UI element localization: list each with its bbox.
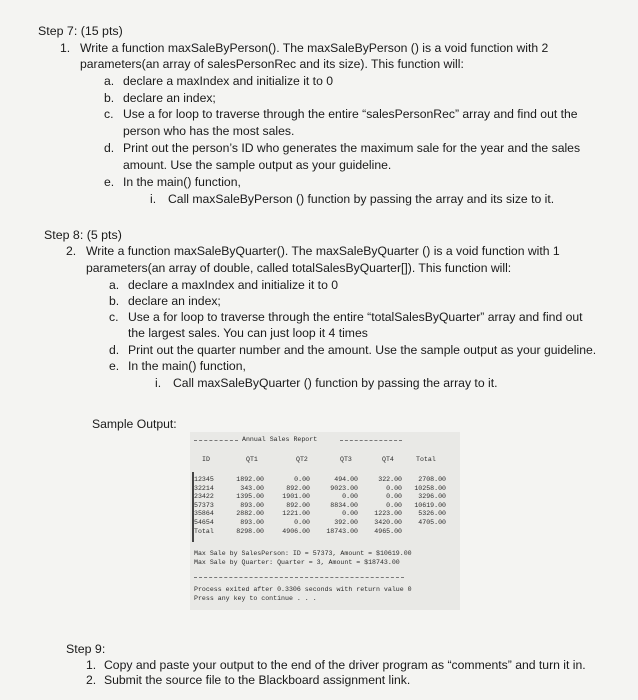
step8-intro-line2: parameters(an array of double, called totalSalesByQuarter[]). This function will: bbox=[86, 261, 512, 275]
step8-a-marker: a. bbox=[109, 278, 120, 292]
table-row-id: 12345 bbox=[194, 476, 214, 483]
step7-b-text: declare an index; bbox=[123, 91, 216, 105]
col-header-qt2: QT2 bbox=[296, 456, 308, 463]
table-cell: 1223.00 bbox=[374, 510, 402, 518]
report-dash-right bbox=[340, 440, 402, 441]
step8-b-text: declare an index; bbox=[128, 294, 221, 308]
table-cell: 3420.00 bbox=[374, 519, 402, 526]
table-cell: 9023.00 bbox=[330, 484, 358, 492]
table-cell: 4965.00 bbox=[374, 527, 402, 535]
table-cell: 1395.00 bbox=[236, 493, 264, 501]
report-dash-left bbox=[194, 440, 238, 441]
table-cell: 0.00 bbox=[386, 501, 402, 509]
table-cell: 5326.00 bbox=[418, 510, 446, 518]
step7-d-marker: d. bbox=[104, 141, 115, 155]
step8-a-text: declare a maxIndex and initialize it to 0 bbox=[128, 278, 339, 292]
table-cell: 494.00 bbox=[334, 476, 358, 483]
step8-i-marker: i. bbox=[155, 376, 162, 390]
step8-c-line2: the largest sales. You can just loop it 4 times bbox=[128, 326, 368, 340]
table-cell: 4705.00 bbox=[418, 519, 446, 526]
step7-i-marker: i. bbox=[150, 192, 157, 206]
report-title: Annual Sales Report bbox=[242, 436, 318, 443]
table-cell: 1221.00 bbox=[282, 510, 310, 518]
table-cell: 893.00 bbox=[240, 501, 264, 509]
process-divider bbox=[194, 577, 404, 578]
table-cell: 4906.00 bbox=[282, 527, 310, 535]
step8-i-text: Call maxSaleByQuarter () function by passing the array to it. bbox=[173, 376, 498, 390]
table-row-id: Total bbox=[194, 527, 214, 535]
col-header-id: ID bbox=[202, 456, 210, 463]
table-row-id: 35864 bbox=[194, 510, 214, 518]
table-cell: 322.00 bbox=[378, 476, 402, 483]
step7-item-number: 1. bbox=[60, 41, 71, 55]
step9-item2-text: Submit the source file to the Blackboard assignment link. bbox=[104, 673, 411, 687]
table-row-id: 23422 bbox=[194, 493, 214, 501]
table-cell: 10258.00 bbox=[414, 484, 446, 492]
table-cell: 3296.00 bbox=[418, 493, 446, 501]
table-row-id: 54654 bbox=[194, 519, 214, 526]
step7-e-marker: e. bbox=[104, 175, 115, 189]
table-cell: 1901.00 bbox=[282, 493, 310, 501]
table-cell: 892.00 bbox=[286, 501, 310, 509]
table-cell: 2708.00 bbox=[418, 476, 446, 483]
table-cell: 0.00 bbox=[386, 484, 402, 492]
step8-e-text: In the main() function, bbox=[128, 359, 246, 373]
step7-i-text: Call maxSaleByPerson () function by passing the array and its size to it. bbox=[168, 192, 555, 206]
table-cell: 18743.00 bbox=[326, 527, 358, 535]
table-cell: 0.00 bbox=[342, 493, 358, 501]
step8-intro-line1: Write a function maxSaleByQuarter(). The maxSaleByQuarter () is a void function with 1 bbox=[86, 244, 560, 258]
press-any-key-message: Press any key to continue . . . bbox=[194, 595, 317, 602]
table-cell: 392.00 bbox=[334, 519, 358, 526]
table-cell: 893.00 bbox=[240, 519, 264, 526]
table-cell: 343.00 bbox=[240, 484, 264, 492]
step8-c-marker: c. bbox=[109, 310, 119, 324]
col-header-qt1: QT1 bbox=[246, 456, 258, 463]
table-cell: 0.00 bbox=[342, 510, 358, 518]
step7-intro-line2: parameters(an array of salesPersonRec and its size). This function will: bbox=[80, 57, 464, 71]
step7-d-line2: amount. Use the sample output as your guideline. bbox=[123, 158, 392, 172]
step8-header: Step 8: (5 pts) bbox=[44, 228, 122, 242]
step7-d-line1: Print out the person’s ID who generates the maximum sale for the year and the sales bbox=[123, 141, 581, 155]
col-header-total: Total bbox=[416, 456, 436, 463]
sample-output-label: Sample Output: bbox=[92, 417, 177, 431]
table-row-id: 57373 bbox=[194, 501, 214, 509]
col-header-qt3: QT3 bbox=[340, 456, 352, 463]
step9-item2-marker: 2. bbox=[86, 673, 97, 687]
step8-d-marker: d. bbox=[109, 343, 120, 357]
step7-intro-line1: Write a function maxSaleByPerson(). The maxSaleByPerson () is a void function with 2 bbox=[80, 41, 549, 55]
step8-c-line1: Use a for loop to traverse through the entire “totalSalesByQuarter” array and find out bbox=[128, 310, 583, 324]
table-row-id: 32214 bbox=[194, 484, 214, 492]
step9-header: Step 9: bbox=[66, 642, 106, 656]
table-cell: 0.00 bbox=[386, 493, 402, 501]
step7-c-marker: c. bbox=[104, 107, 114, 121]
console-output bbox=[190, 432, 460, 610]
max-sale-by-quarter: Max Sale by Quarter: Quarter = 3, Amount = $18743.00 bbox=[194, 559, 400, 566]
table-cell: 892.00 bbox=[286, 484, 310, 492]
step7-e-text: In the main() function, bbox=[123, 175, 241, 189]
step7-header: Step 7: (15 pts) bbox=[38, 24, 123, 38]
col-header-qt4: QT4 bbox=[382, 456, 394, 463]
step9-item1-text: Copy and paste your output to the end of the driver program as “comments” and turn it in. bbox=[104, 658, 586, 672]
step7-c-line1: Use a for loop to traverse through the entire “salesPersonRec” array and find out the bbox=[123, 107, 578, 121]
table-cell: 8298.00 bbox=[236, 527, 264, 535]
step8-d-text: Print out the quarter number and the amount. Use the sample output as your guideline. bbox=[128, 343, 597, 357]
step8-item-number: 2. bbox=[66, 244, 77, 258]
step9-item1-marker: 1. bbox=[86, 658, 97, 672]
table-cell: 2882.00 bbox=[236, 510, 264, 518]
step7-c-line2: person who has the most sales. bbox=[123, 124, 295, 138]
step8-e-marker: e. bbox=[109, 359, 120, 373]
table-cell: 0.00 bbox=[294, 519, 310, 526]
table-cell: 10619.00 bbox=[414, 501, 446, 509]
step7-a-text: declare a maxIndex and initialize it to 0 bbox=[123, 74, 334, 88]
table-cell: 1892.00 bbox=[236, 476, 264, 483]
max-sale-by-person: Max Sale by SalesPerson: ID = 57373, Amount = $10619.00 bbox=[194, 550, 412, 557]
step8-b-marker: b. bbox=[109, 294, 120, 308]
table-cell: 0.00 bbox=[294, 476, 310, 483]
table-cell: 8834.00 bbox=[330, 501, 358, 509]
process-exit-message: Process exited after 0.3306 seconds with return value 0 bbox=[194, 586, 412, 593]
step7-a-marker: a. bbox=[104, 74, 115, 88]
step7-b-marker: b. bbox=[104, 91, 115, 105]
